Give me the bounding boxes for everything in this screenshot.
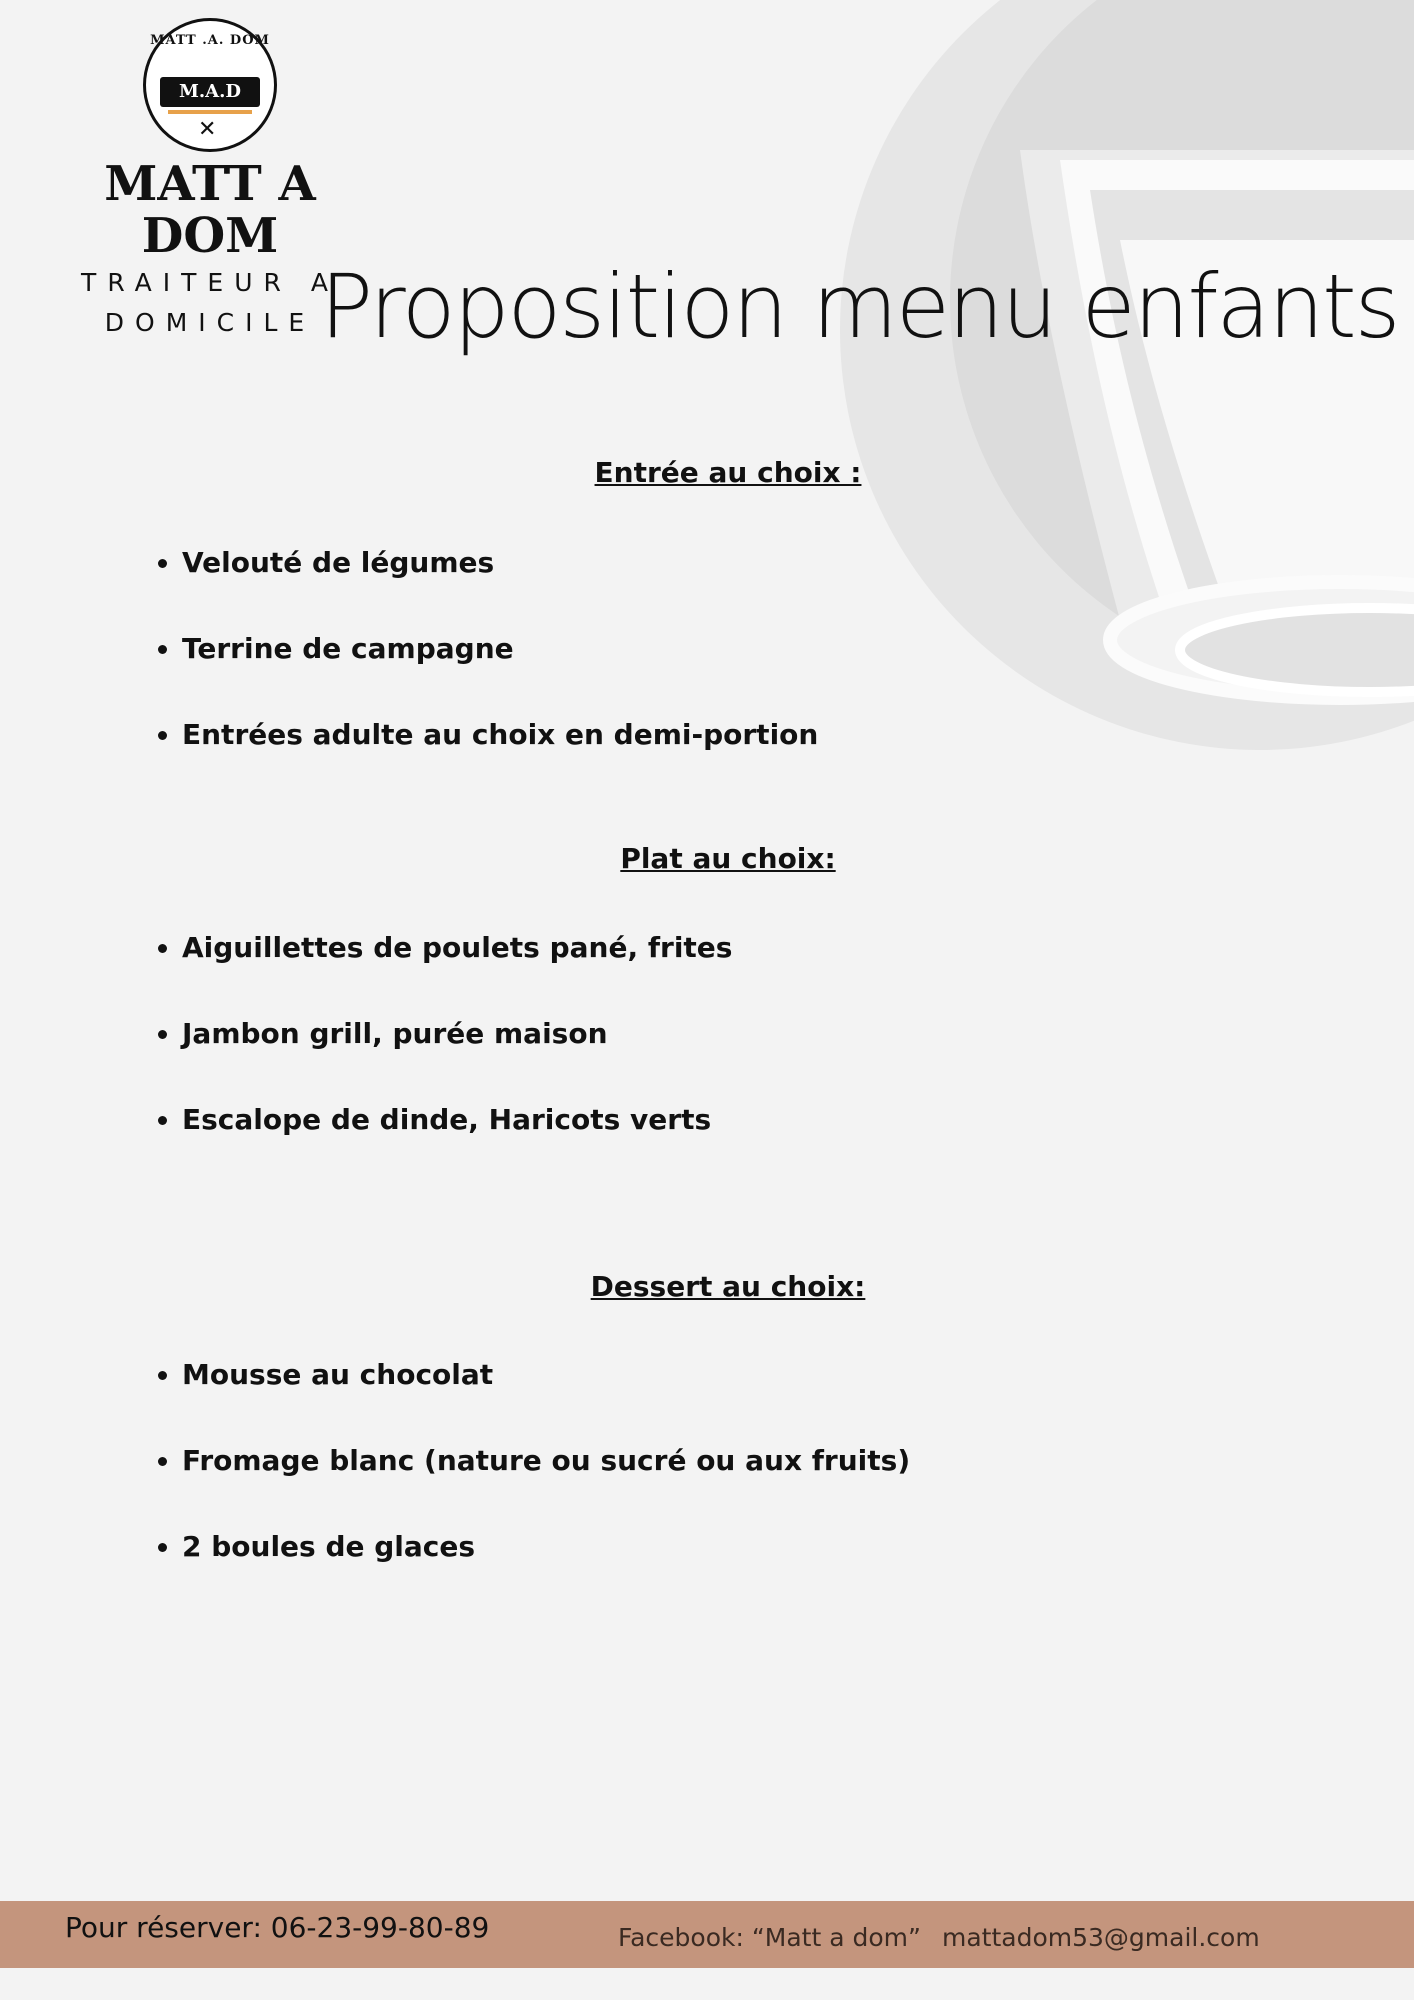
list-item: • Escalope de dinde, Haricots verts — [182, 1102, 732, 1188]
section-heading-dessert: Dessert au choix: — [590, 1270, 866, 1303]
section-heading-entree: Entrée au choix : — [594, 456, 862, 489]
facebook-link[interactable]: Facebook: “Matt a dom” — [618, 1923, 921, 1952]
list-item: • Entrées adulte au choix en demi-portion — [182, 717, 818, 803]
footer-band — [0, 1901, 1414, 1968]
entree-list — [140, 545, 818, 803]
email-link[interactable]: mattadom53@gmail.com — [942, 1923, 1260, 1952]
plat-list — [140, 930, 732, 1188]
brand-name: MATT A DOM — [104, 156, 316, 264]
logo-badge — [143, 18, 277, 152]
list-item: • Mousse au chocolat — [182, 1357, 910, 1443]
list-item: • Terrine de campagne — [182, 631, 818, 717]
brand-tagline-line1: TRAITEUR A — [81, 268, 339, 297]
section-heading-plat: Plat au choix: — [620, 842, 836, 875]
list-item: • 2 boules de glaces — [182, 1529, 910, 1615]
logo-plate: M.A.D — [160, 77, 260, 107]
list-item: • Aiguillettes de poulets pané, frites — [182, 930, 732, 1016]
reservation-phone: Pour réserver: 06-23-99-80-89 — [65, 1911, 490, 1944]
list-item: • Jambon grill, purée maison — [182, 1016, 732, 1102]
dessert-list — [140, 1357, 910, 1615]
brand-tagline-line2: DOMICILE — [104, 308, 316, 337]
utensils-icon: ✕ — [198, 117, 217, 142]
logo-arc-text: MATT .A. DOM — [150, 33, 270, 48]
page-title: Proposition menu enfants — [320, 255, 1399, 358]
list-item: • Velouté de légumes — [182, 545, 818, 631]
list-item: • Fromage blanc (nature ou sucré ou aux fruits) — [182, 1443, 910, 1529]
logo-stripe — [168, 110, 252, 114]
